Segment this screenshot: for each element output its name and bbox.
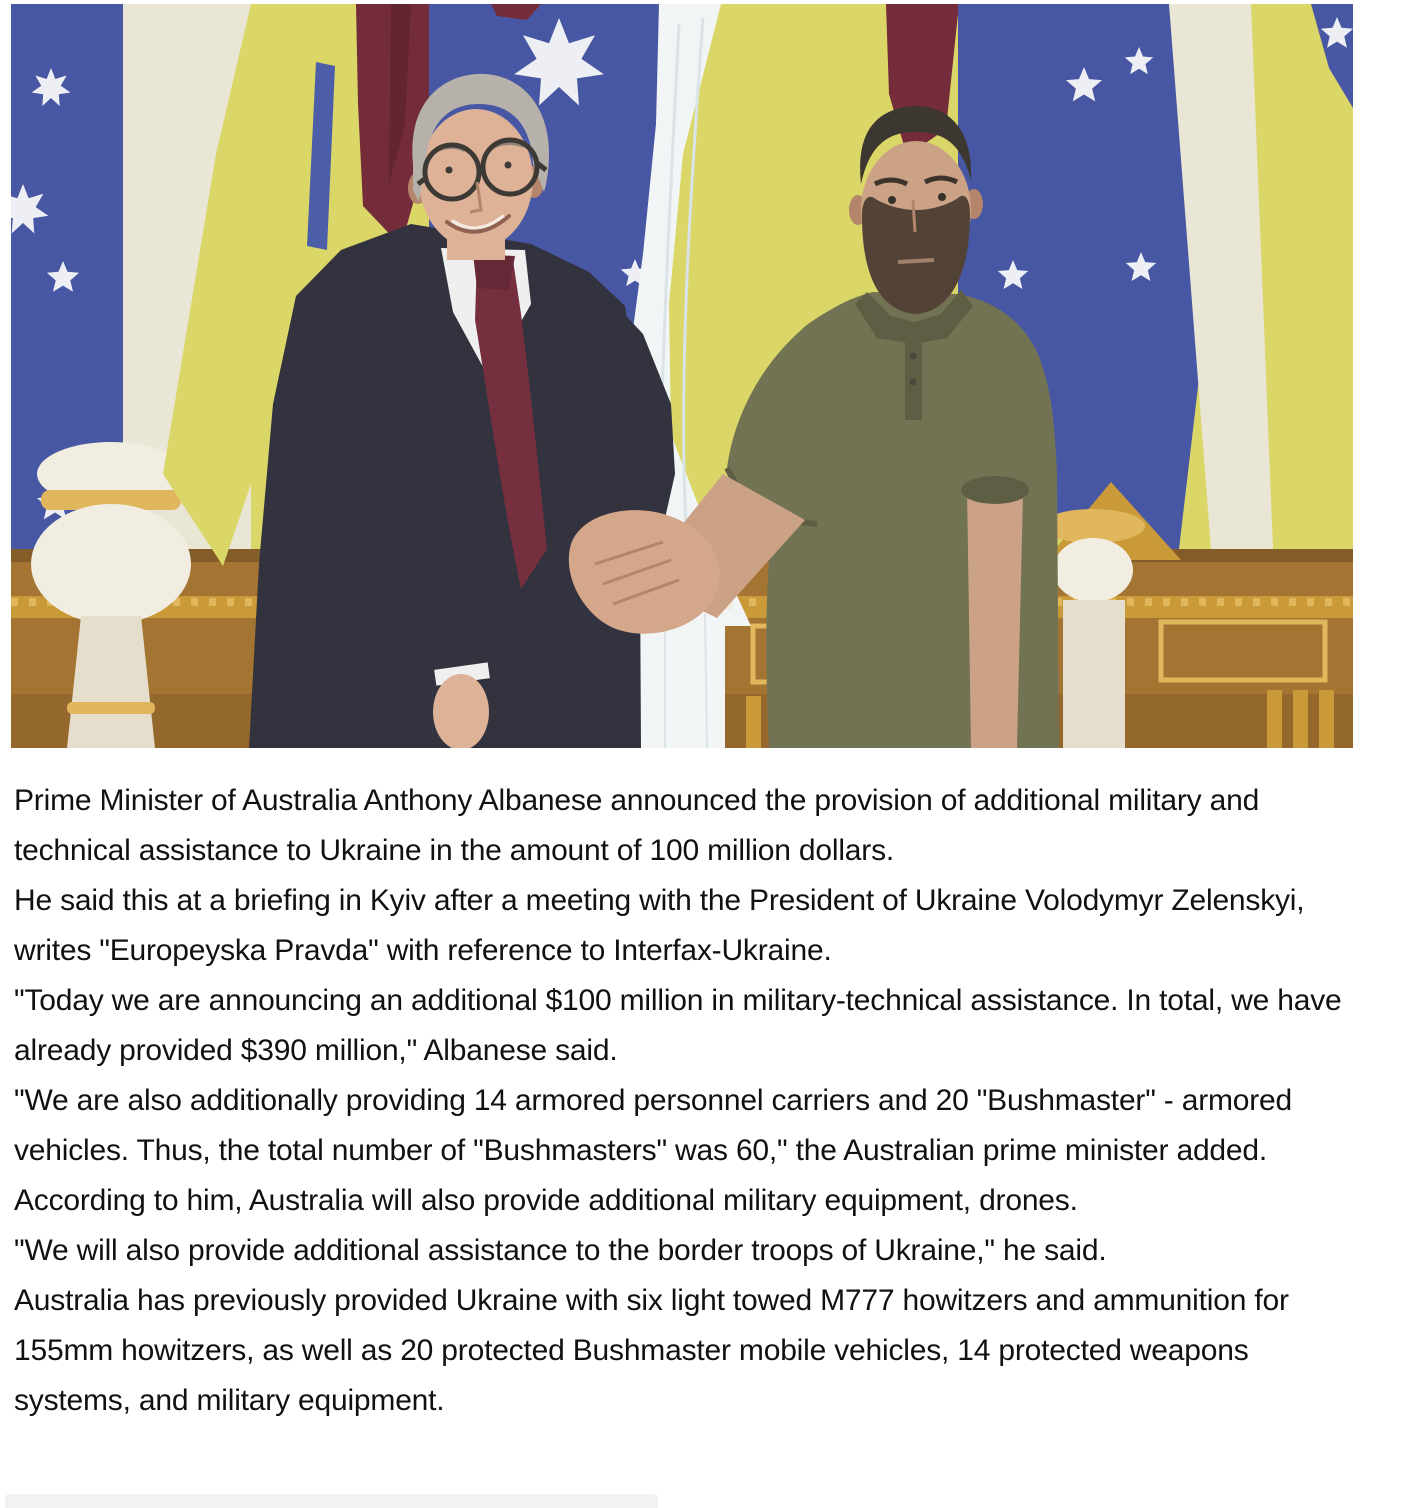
article-paragraph-2: He said this at a briefing in Kyiv after a meeting with the President of Ukraine Volodymyr Zelenskyi, writes "Europeyska Pravda" with reference to Interfax-Ukraine. bbox=[14, 884, 1305, 967]
article-paragraph-3: "Today we are announcing an additional $100 million in military-technical assistance. In total, we have already provided $390 million," Albanese said. bbox=[14, 984, 1342, 1067]
article-paragraph-1: Prime Minister of Australia Anthony Albanese announced the provision of additional military and technical assistance to Ukraine in the amount of 100 million dollars. bbox=[14, 784, 1260, 867]
article-paragraph-4: "We are also additionally providing 14 armored personnel carriers and 20 "Bushmaster" - armored vehicles. Thus, the total number of "Bushmasters" was 60," the Australian prime minister added. bbox=[14, 1084, 1293, 1167]
exposure-wash bbox=[11, 4, 1353, 748]
article-paragraph-6: "We will also provide additional assistance to the border troops of Ukraine," he said. bbox=[14, 1234, 1107, 1267]
article-paragraph-7: Australia has previously provided Ukraine with six light towed M777 howitzers and ammunition for 155mm howitzers, as well as 20 protected Bushmaster mobile vehicles, 14 protected weapons systems, and military equipment. bbox=[14, 1284, 1289, 1417]
article-photo bbox=[11, 4, 1353, 748]
article-photo-illustration bbox=[11, 4, 1353, 748]
article-paragraph-5: According to him, Australia will also provide additional military equipment, drones. bbox=[14, 1184, 1078, 1217]
article-body bbox=[14, 776, 1366, 1426]
